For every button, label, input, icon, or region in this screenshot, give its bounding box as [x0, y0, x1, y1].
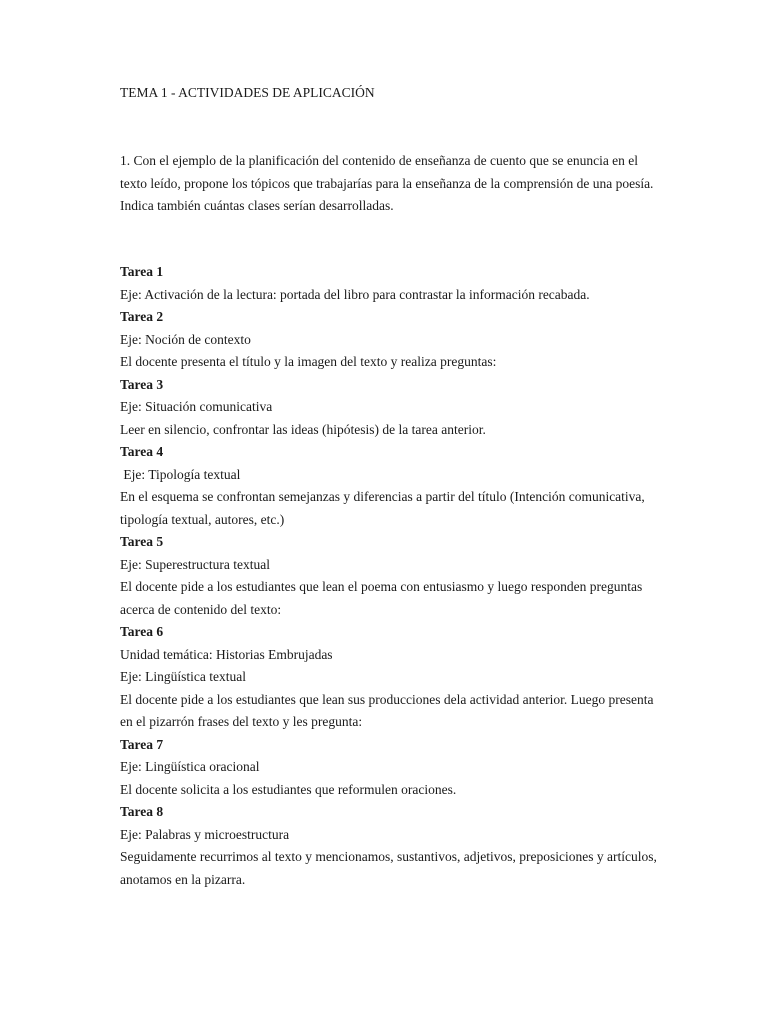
task-axis: Eje: Activación de la lectura: portada del libro para contrastar la información recabada.	[120, 286, 590, 302]
document-title: TEMA 1 - ACTIVIDADES DE APLICACIÓN	[120, 85, 375, 100]
task-description: El docente pide a los estudiantes que lean el poema con entusiasmo y luego responden preguntas acerca de contenido del texto:	[120, 579, 643, 617]
task-description: El docente presenta el título y la imagen del texto y realiza preguntas:	[120, 354, 497, 369]
task-heading: Tarea 1	[120, 264, 164, 279]
task-4	[120, 441, 665, 531]
task-axis: Eje: Lingüística oracional	[120, 759, 260, 774]
task-description: El docente pide a los estudiantes que lean sus producciones dela actividad anterior. Luego presenta en el pizarrón frases del texto y les pregunta:	[120, 691, 654, 729]
task-heading: Tarea 6	[120, 624, 164, 639]
task-5	[120, 531, 665, 621]
task-heading: Tarea 5	[120, 534, 164, 549]
task-8	[120, 801, 665, 891]
task-list	[120, 261, 665, 891]
task-1	[120, 261, 665, 306]
task-axis: Eje: Palabras y microestructura	[120, 826, 290, 842]
task-2	[120, 306, 665, 374]
task-heading: Tarea 8	[120, 804, 164, 819]
task-7	[120, 734, 665, 802]
task-description: En el esquema se confrontan semejanzas y diferencias a partir del título (Intención comunicativa, tipología textual, autores, etc.)	[120, 489, 645, 527]
task-3	[120, 374, 665, 442]
task-axis: Eje: Noción de contexto	[120, 331, 251, 347]
task-heading: Tarea 3	[120, 376, 164, 392]
task-axis: Eje: Superestructura textual	[120, 556, 270, 572]
task-axis: Eje: Situación comunicativa	[120, 399, 273, 414]
task-heading: Tarea 4	[120, 444, 164, 459]
question-paragraph: 1. Con el ejemplo de la planificación del contenido de enseñanza de cuento que se enuncia en el texto leído, propone los tópicos que trabajarías para la enseñanza de la comprensión de una poesía. Indica también cuántas clases serían desarrolladas.	[120, 153, 654, 213]
task-heading: Tarea 2	[120, 309, 164, 324]
task-unit: Unidad temática: Historias Embrujadas	[120, 646, 333, 662]
task-axis: Eje: Tipología textual	[120, 466, 241, 482]
task-heading: Tarea 7	[120, 736, 164, 752]
task-description: El docente solicita a los estudiantes que reformulen oraciones.	[120, 781, 457, 797]
task-6	[120, 621, 665, 734]
task-description: Seguidamente recurrimos al texto y mencionamos, sustantivos, adjetivos, preposiciones y artículos, anotamos en la pizarra.	[120, 849, 657, 887]
task-description: Leer en silencio, confrontar las ideas (hipótesis) de la tarea anterior.	[120, 421, 486, 437]
task-axis: Eje: Lingüística textual	[120, 669, 246, 684]
